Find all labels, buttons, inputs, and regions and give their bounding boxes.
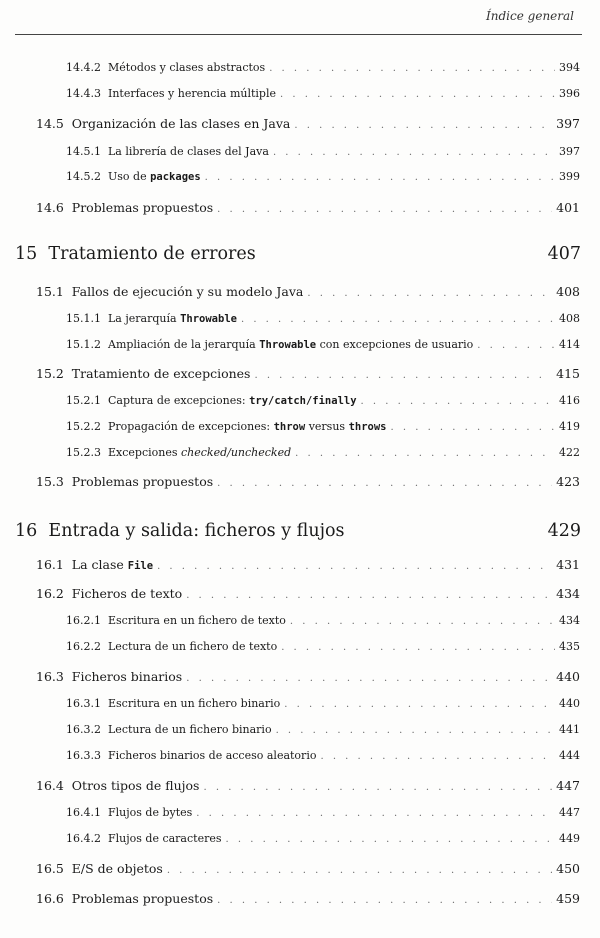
toc-entry-14-5-1[interactable] (0, 145, 580, 158)
entry-label: 14.6 Problemas propuestos (36, 200, 214, 215)
toc-entry-14-4-3[interactable] (0, 87, 580, 100)
page-number: 434 (556, 586, 580, 601)
header-rule (15, 34, 582, 35)
toc-entry-16-2[interactable] (0, 586, 580, 601)
leader-dots (307, 288, 552, 299)
entry-label: 16.2 Ficheros de texto (36, 586, 183, 601)
toc-entry-16-3-3[interactable] (0, 749, 580, 762)
toc-chapter-15[interactable] (15, 244, 581, 264)
page-number: 435 (559, 640, 580, 653)
page-number: 394 (559, 61, 580, 74)
toc-entry-16-2-2[interactable] (0, 640, 580, 653)
leader-dots (273, 147, 555, 158)
toc-entry-15-1-2[interactable] (0, 338, 580, 351)
entry-label: 16.2.1 Escritura en un fichero de texto (66, 614, 286, 627)
entry-label: 15.2.2 Propagación de excepciones: throw versus throws (66, 420, 387, 433)
leader-dots (196, 808, 555, 819)
page-number: 414 (559, 338, 580, 351)
entry-label: 15.3 Problemas propuestos (36, 474, 214, 489)
page-number: 397 (559, 145, 580, 158)
entry-label: 16.3 Ficheros binarios (36, 669, 183, 684)
page-number: 431 (556, 557, 580, 572)
entry-label: 16.4.1 Flujos de bytes (66, 806, 193, 819)
page-number: 399 (559, 170, 580, 183)
toc-entry-15-2-3[interactable] (0, 446, 580, 459)
toc-entry-14-4-2[interactable] (0, 61, 580, 74)
page-number: 450 (556, 861, 580, 876)
page-number: 407 (547, 244, 581, 264)
toc-entry-16-4-1[interactable] (0, 806, 580, 819)
toc-chapter-16[interactable] (15, 521, 581, 541)
entry-label: 16.3.1 Escritura en un fichero binario (66, 697, 281, 710)
toc-entry-14-5-2[interactable] (0, 170, 580, 183)
leader-dots (217, 895, 552, 906)
chapter-label: 15 Tratamiento de errores (15, 244, 256, 264)
toc-entry-16-1[interactable] (0, 557, 580, 572)
page-number: 422 (559, 446, 580, 459)
page-number: 449 (559, 832, 580, 845)
toc-entry-14-6[interactable] (0, 200, 580, 215)
toc-entry-16-4-2[interactable] (0, 832, 580, 845)
entry-label: 14.5 Organización de las clases en Java (36, 116, 291, 131)
page-number: 447 (556, 778, 580, 793)
running-head: Índice general (486, 9, 574, 23)
page-number: 416 (559, 394, 580, 407)
entry-label: 16.2.2 Lectura de un fichero de texto (66, 640, 278, 653)
page-number: 401 (556, 200, 580, 215)
entry-label: 16.4.2 Flujos de caracteres (66, 832, 222, 845)
toc-entry-15-1[interactable] (0, 284, 580, 299)
toc-entry-15-2-1[interactable] (0, 394, 580, 407)
toc-entry-16-3[interactable] (0, 669, 580, 684)
leader-dots (276, 725, 555, 736)
leader-dots (157, 561, 552, 572)
entry-label: 15.2 Tratamiento de excepciones (36, 366, 251, 381)
leader-dots (205, 172, 555, 183)
page-number: 440 (556, 669, 580, 684)
entry-label: 16.3.3 Ficheros binarios de acceso aleatorio (66, 749, 317, 762)
entry-label: 15.2.1 Captura de excepciones: try/catch/finally (66, 394, 357, 407)
entry-label: 15.2.3 Excepciones checked/unchecked (66, 446, 292, 459)
toc-entry-15-2[interactable] (0, 366, 580, 381)
leader-dots (320, 751, 555, 762)
page-number: 441 (559, 723, 580, 736)
page-number: 419 (559, 420, 580, 433)
page-number: 444 (559, 749, 580, 762)
leader-dots (361, 396, 555, 407)
toc-entry-16-5[interactable] (0, 861, 580, 876)
entry-label: 14.4.2 Métodos y clases abstractos (66, 61, 266, 74)
entry-label: 15.1.2 Ampliación de la jerarquía Throwable con excepciones de usuario (66, 338, 474, 351)
toc-entry-16-6[interactable] (0, 891, 580, 906)
toc-entry-16-2-1[interactable] (0, 614, 580, 627)
toc-entry-14-5[interactable] (0, 116, 580, 131)
leader-dots (280, 89, 555, 100)
toc-entry-16-4[interactable] (0, 778, 580, 793)
entry-label: 16.3.2 Lectura de un fichero binario (66, 723, 272, 736)
entry-label: 16.4 Otros tipos de flujos (36, 778, 200, 793)
leader-dots (241, 314, 555, 325)
page-number: 397 (556, 116, 580, 131)
page-number: 440 (559, 697, 580, 710)
leader-dots (254, 370, 552, 381)
toc-entry-15-2-2[interactable] (0, 420, 580, 433)
leader-dots (477, 340, 555, 351)
page-number: 447 (559, 806, 580, 819)
leader-dots (294, 120, 552, 131)
entry-label: 15.1.1 La jerarquía Throwable (66, 312, 237, 325)
leader-dots (226, 834, 556, 845)
leader-dots (269, 63, 555, 74)
toc-entry-16-3-2[interactable] (0, 723, 580, 736)
page-number: 423 (556, 474, 580, 489)
entry-label: 14.5.1 La librería de clases del Java (66, 145, 269, 158)
leader-dots (217, 204, 552, 215)
entry-label: 14.5.2 Uso de packages (66, 170, 201, 183)
leader-dots (290, 616, 555, 627)
entry-label: 14.4.3 Interfaces y herencia múltiple (66, 87, 276, 100)
leader-dots (186, 590, 552, 601)
leader-dots (295, 448, 555, 459)
page-number: 408 (556, 284, 580, 299)
toc-entry-15-3[interactable] (0, 474, 580, 489)
leader-dots (186, 673, 552, 684)
page-number: 408 (559, 312, 580, 325)
leader-dots (281, 642, 555, 653)
entry-label: 15.1 Fallos de ejecución y su modelo Java (36, 284, 304, 299)
leader-dots (391, 422, 556, 433)
page-number: 429 (547, 521, 581, 541)
page-number: 459 (556, 891, 580, 906)
chapter-label: 16 Entrada y salida: ficheros y flujos (15, 521, 345, 541)
leader-dots (203, 782, 552, 793)
leader-dots (167, 865, 552, 876)
leader-dots (217, 478, 552, 489)
leader-dots (284, 699, 555, 710)
toc-entry-16-3-1[interactable] (0, 697, 580, 710)
entry-label: 16.5 E/S de objetos (36, 861, 163, 876)
page-number: 434 (559, 614, 580, 627)
page-number: 415 (556, 366, 580, 381)
toc-entry-15-1-1[interactable] (0, 312, 580, 325)
page-number: 396 (559, 87, 580, 100)
entry-label: 16.6 Problemas propuestos (36, 891, 214, 906)
entry-label: 16.1 La clase File (36, 557, 154, 572)
